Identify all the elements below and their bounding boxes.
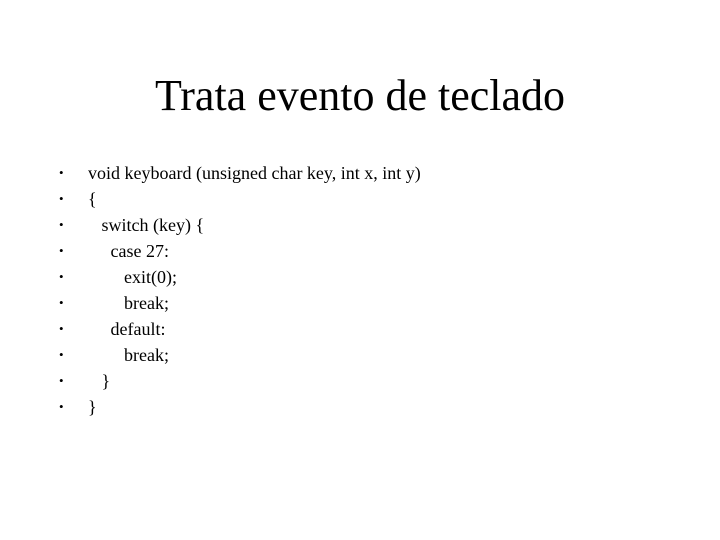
bullet-icon: •	[59, 373, 64, 388]
code-line	[0, 368, 720, 394]
code-text: }	[88, 397, 97, 417]
bullet-icon: •	[59, 217, 64, 232]
code-text: exit(0);	[88, 267, 177, 287]
bullet-icon: •	[59, 347, 64, 362]
code-line	[0, 316, 720, 342]
code-line	[0, 342, 720, 368]
code-line	[0, 160, 720, 186]
bullet-icon: •	[59, 165, 64, 180]
bullet-icon: •	[59, 399, 64, 414]
code-text: switch (key) {	[88, 215, 205, 235]
code-text: break;	[88, 293, 169, 313]
code-line	[0, 238, 720, 264]
bullet-icon: •	[59, 321, 64, 336]
code-line	[0, 212, 720, 238]
bullet-icon: •	[59, 269, 64, 284]
code-line	[0, 264, 720, 290]
code-line	[0, 290, 720, 316]
bullet-icon: •	[59, 191, 64, 206]
code-text: default:	[88, 319, 166, 339]
code-text: {	[88, 189, 97, 209]
bullet-icon: •	[59, 295, 64, 310]
code-text: case 27:	[88, 241, 169, 261]
code-text: }	[88, 371, 111, 391]
code-line	[0, 186, 720, 212]
bullet-icon: •	[59, 243, 64, 258]
code-text: break;	[88, 345, 169, 365]
code-line	[0, 394, 720, 420]
code-text: void keyboard (unsigned char key, int x, int y)	[88, 163, 421, 183]
code-bullet-list	[0, 160, 720, 420]
slide-title: Trata evento de teclado	[154, 71, 566, 120]
